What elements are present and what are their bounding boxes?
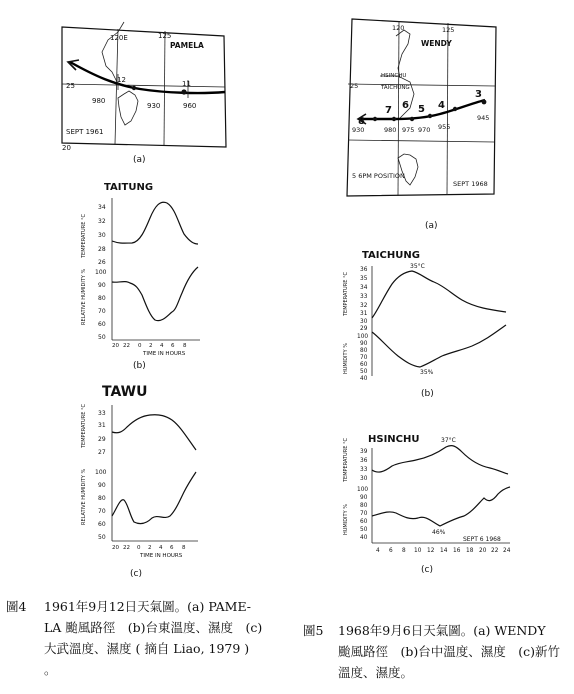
taichung-temp-tick: 29	[360, 326, 368, 332]
fig5-pressure: 975	[402, 126, 415, 134]
taitung-time-tick: 8	[183, 343, 187, 349]
tawu-time-tick: 4	[159, 545, 163, 551]
fig5-panel-a: (a)	[425, 221, 438, 231]
fig4-lat-20: 20	[62, 144, 71, 152]
hsinchu-temp-tick: 39	[360, 449, 368, 455]
tawu-time-tick: 6	[170, 545, 174, 551]
taitung-temp-tick: 28	[98, 246, 106, 253]
hsinchu-temp-tick: 30	[360, 476, 368, 482]
taitung-hum-tick: 90	[98, 282, 106, 289]
fig5-date: SEPT 1968	[453, 180, 488, 188]
fig5-day-mark: 6	[402, 100, 409, 111]
tawu-temp-tick: 29	[98, 436, 106, 443]
fig5-caption-line: 溫度、濕度。	[338, 665, 414, 680]
taichung-hum-tick: 50	[360, 369, 368, 375]
hsinchu-date-note: SEPT 6 1968	[463, 536, 501, 543]
hsinchu-time-tick: 8	[402, 548, 406, 554]
fig5-position-note: 5 6PM POSITION	[352, 172, 405, 180]
taitung-hum-tick: 100	[95, 269, 107, 276]
pamela-track	[70, 62, 225, 93]
tawu-temp-curve	[112, 415, 196, 450]
taichung-peak-temp: 35°C	[410, 263, 425, 270]
tawu-humidity-curve	[112, 472, 196, 524]
tawu-hum-tick: 50	[98, 534, 106, 541]
taitung-temp-tick: 34	[98, 204, 106, 211]
fig4-day-12: 12	[117, 76, 126, 84]
hsinchu-hum-tick: 90	[360, 495, 368, 501]
fig5-day-mark: 7	[385, 105, 392, 116]
taitung-temp-tick: 32	[98, 218, 106, 225]
taichung-hum-tick: 90	[360, 341, 368, 347]
fig4-map	[62, 22, 226, 165]
fig5-map	[347, 19, 496, 231]
fig4-caption-line: 。	[44, 662, 57, 677]
fig4-tawu-chart	[81, 384, 198, 579]
taitung-hum-tick: 80	[98, 295, 106, 302]
fig4-panel-c: (c)	[130, 569, 142, 579]
hsinchu-time-tick: 16	[453, 548, 461, 554]
tawu-temp-tick: 31	[98, 422, 106, 429]
taichung-temp-tick: 32	[360, 303, 368, 309]
taichung-temp-tick: 36	[360, 267, 368, 273]
fig4-pressure-930: 930	[147, 102, 161, 110]
taichung-min-humidity: 35%	[420, 369, 434, 376]
fig4-day-11: 11	[182, 80, 191, 88]
fig4-panel-b: (b)	[133, 361, 146, 371]
tawu-time-tick: 20	[112, 545, 119, 551]
taitung-humidity-curve	[112, 267, 198, 321]
taiwan-outline	[118, 91, 138, 125]
fig4-caption	[44, 596, 284, 680]
hsinchu-hum-tick: 70	[360, 511, 368, 517]
taitung-hum-tick: 50	[98, 334, 106, 341]
hsinchu-time-tick: 22	[491, 548, 499, 554]
hsinchu-hum-tick: 40	[360, 535, 368, 541]
fig4-lon-120e: 120E	[110, 34, 128, 42]
fig4-taitung-chart	[81, 182, 200, 371]
fig4-caption-number: 圖4	[6, 599, 27, 614]
taitung-time-tick: 22	[123, 343, 130, 349]
taichung-hum-tick: 100	[357, 334, 369, 340]
hsinchu-temp-tick: 36	[360, 458, 368, 464]
fig4-caption-line: 1961年9月12日天氣圖。(a) PAME-	[44, 599, 252, 614]
hsinchu-time-tick: 10	[414, 548, 422, 554]
fig4-date: SEPT 1961	[66, 128, 104, 136]
hsinchu-hum-tick: 100	[357, 487, 369, 493]
taitung-temp-tick: 30	[98, 232, 106, 239]
hsinchu-peak-temp: 37°C	[441, 437, 456, 444]
hsinchu-time-tick: 4	[376, 548, 380, 554]
taitung-temp-axis-label: TEMPERATURE °C	[81, 214, 87, 258]
tawu-hum-tick: 60	[98, 521, 106, 528]
fig5-caption-number: 圖5	[303, 623, 324, 638]
fig4-lon-125: 125	[158, 32, 172, 40]
hsinchu-time-tick: 6	[389, 548, 393, 554]
taichung-hum-tick: 40	[360, 376, 368, 382]
fig5-hsinchu-chart	[343, 434, 511, 575]
tawu-hum-tick: 100	[95, 469, 107, 476]
fig5-pressure: 930	[352, 126, 365, 134]
taitung-title: TAITUNG	[104, 182, 154, 193]
hsinchu-time-tick: 18	[466, 548, 474, 554]
taitung-time-tick: 20	[112, 343, 119, 349]
hsinchu-time-tick: 12	[427, 548, 435, 554]
tawu-hum-tick: 80	[98, 495, 106, 502]
hsinchu-hum-tick: 50	[360, 527, 368, 533]
fig5-pressure: 980	[384, 126, 397, 134]
fig5-station-taichung: TAICHUNG	[381, 85, 410, 91]
fig5-lon-120: 120	[392, 24, 405, 32]
taiwan-outline-fig5	[398, 154, 418, 185]
fig5-day-mark: 5	[418, 104, 425, 115]
fig5-day-mark: 3	[475, 89, 482, 100]
hsinchu-humidity-curve	[372, 487, 510, 526]
taitung-temp-tick: 26	[98, 259, 106, 266]
fig4-panel-a: (a)	[133, 155, 146, 165]
fig5-panel-b: (b)	[421, 389, 434, 399]
fig5-storm-name: WENDY	[421, 39, 452, 48]
fig4-pressure-980: 980	[92, 97, 106, 105]
fig5-lon-125: 125	[442, 26, 455, 34]
tawu-temp-tick: 27	[98, 449, 106, 456]
taichung-temp-tick: 35	[360, 276, 368, 282]
fig4-storm-name: PAMELA	[170, 41, 204, 50]
taichung-hum-tick: 70	[360, 355, 368, 361]
taichung-temp-tick: 34	[360, 285, 368, 291]
fig5-caption-line: 1968年9月6日天氣圖。(a) WENDY	[338, 623, 546, 638]
tawu-hum-tick: 70	[98, 508, 106, 515]
tawu-title: TAWU	[102, 384, 148, 400]
hsinchu-time-tick: 14	[440, 548, 448, 554]
fig4-caption-line: 大武溫度、濕度 ( 摘自 Liao, 1979 )	[44, 641, 250, 656]
taitung-hum-tick: 60	[98, 321, 106, 328]
tawu-time-tick: 22	[123, 545, 130, 551]
taitung-time-tick: 4	[160, 343, 164, 349]
taichung-hum-axis-label: HUMIDITY %	[343, 343, 349, 374]
taichung-temp-tick: 31	[360, 311, 368, 317]
fig5-lat-25: 25	[350, 82, 359, 90]
hsinchu-time-tick: 20	[479, 548, 487, 554]
fig4-lat-25: 25	[66, 82, 75, 90]
hsinchu-hum-axis-label: HUMIDITY %	[343, 504, 349, 535]
hsinchu-time-tick: 24	[503, 548, 511, 554]
taichung-title: TAICHUNG	[362, 250, 420, 261]
tawu-time-tick: 2	[148, 545, 152, 551]
fig5-panel-c: (c)	[421, 565, 433, 575]
taichung-hum-tick: 60	[360, 362, 368, 368]
tawu-time-tick: 0	[137, 545, 141, 551]
taitung-temp-curve	[112, 202, 198, 244]
taichung-hum-tick: 80	[360, 348, 368, 354]
hsinchu-temp-curve	[372, 446, 508, 474]
taichung-temp-tick: 30	[360, 319, 368, 325]
tawu-hum-tick: 90	[98, 482, 106, 489]
taitung-time-tick: 0	[138, 343, 142, 349]
taichung-temp-axis-label: TEMPERATURE °C	[343, 272, 349, 316]
fig5-day-mark: 8	[358, 116, 365, 127]
tawu-time-tick: 8	[182, 545, 186, 551]
taichung-humidity-curve	[372, 325, 506, 367]
taitung-time-tick: 6	[171, 343, 175, 349]
fig5-pressure: 970	[418, 126, 431, 134]
fig5-station-hsinchu: HSINCHU	[381, 73, 407, 79]
fig4-pressure-960: 960	[183, 102, 197, 110]
hsinchu-hum-tick: 60	[360, 519, 368, 525]
taitung-hum-tick: 70	[98, 308, 106, 315]
hsinchu-hum-tick: 80	[360, 503, 368, 509]
fig5-caption	[338, 620, 570, 683]
tawu-temp-axis-label: TEMPERATURE °C	[81, 404, 87, 448]
fig5-pressure: 945	[477, 114, 490, 122]
tawu-hum-axis-label: RELATIVE HUMIDITY %	[81, 468, 87, 525]
taichung-temp-curve	[372, 271, 506, 318]
tawu-time-label: TIME IN HOURS	[140, 553, 183, 559]
taichung-temp-tick: 33	[360, 294, 368, 300]
fig5-day-mark: 4	[438, 100, 445, 111]
fig5-pressure: 955	[438, 123, 451, 131]
hsinchu-title: HSINCHU	[368, 434, 420, 445]
hsinchu-temp-axis-label: TEMPERATURE °C	[343, 438, 349, 482]
hsinchu-min-humidity: 46%	[432, 529, 446, 536]
fig4-caption-line: LA 颱風路徑 (b)台東溫度、濕度 (c)	[44, 620, 263, 635]
taitung-time-tick: 2	[149, 343, 153, 349]
tawu-temp-tick: 33	[98, 410, 106, 417]
fig5-caption-line: 颱風路徑 (b)台中溫度、濕度 (c)新竹	[338, 644, 561, 659]
fig5-taichung-chart	[343, 250, 506, 399]
taitung-hum-axis-label: RELATIVE HUMIDITY %	[81, 268, 87, 325]
taitung-time-label: TIME IN HOURS	[143, 351, 186, 357]
hsinchu-temp-tick: 33	[360, 467, 368, 473]
